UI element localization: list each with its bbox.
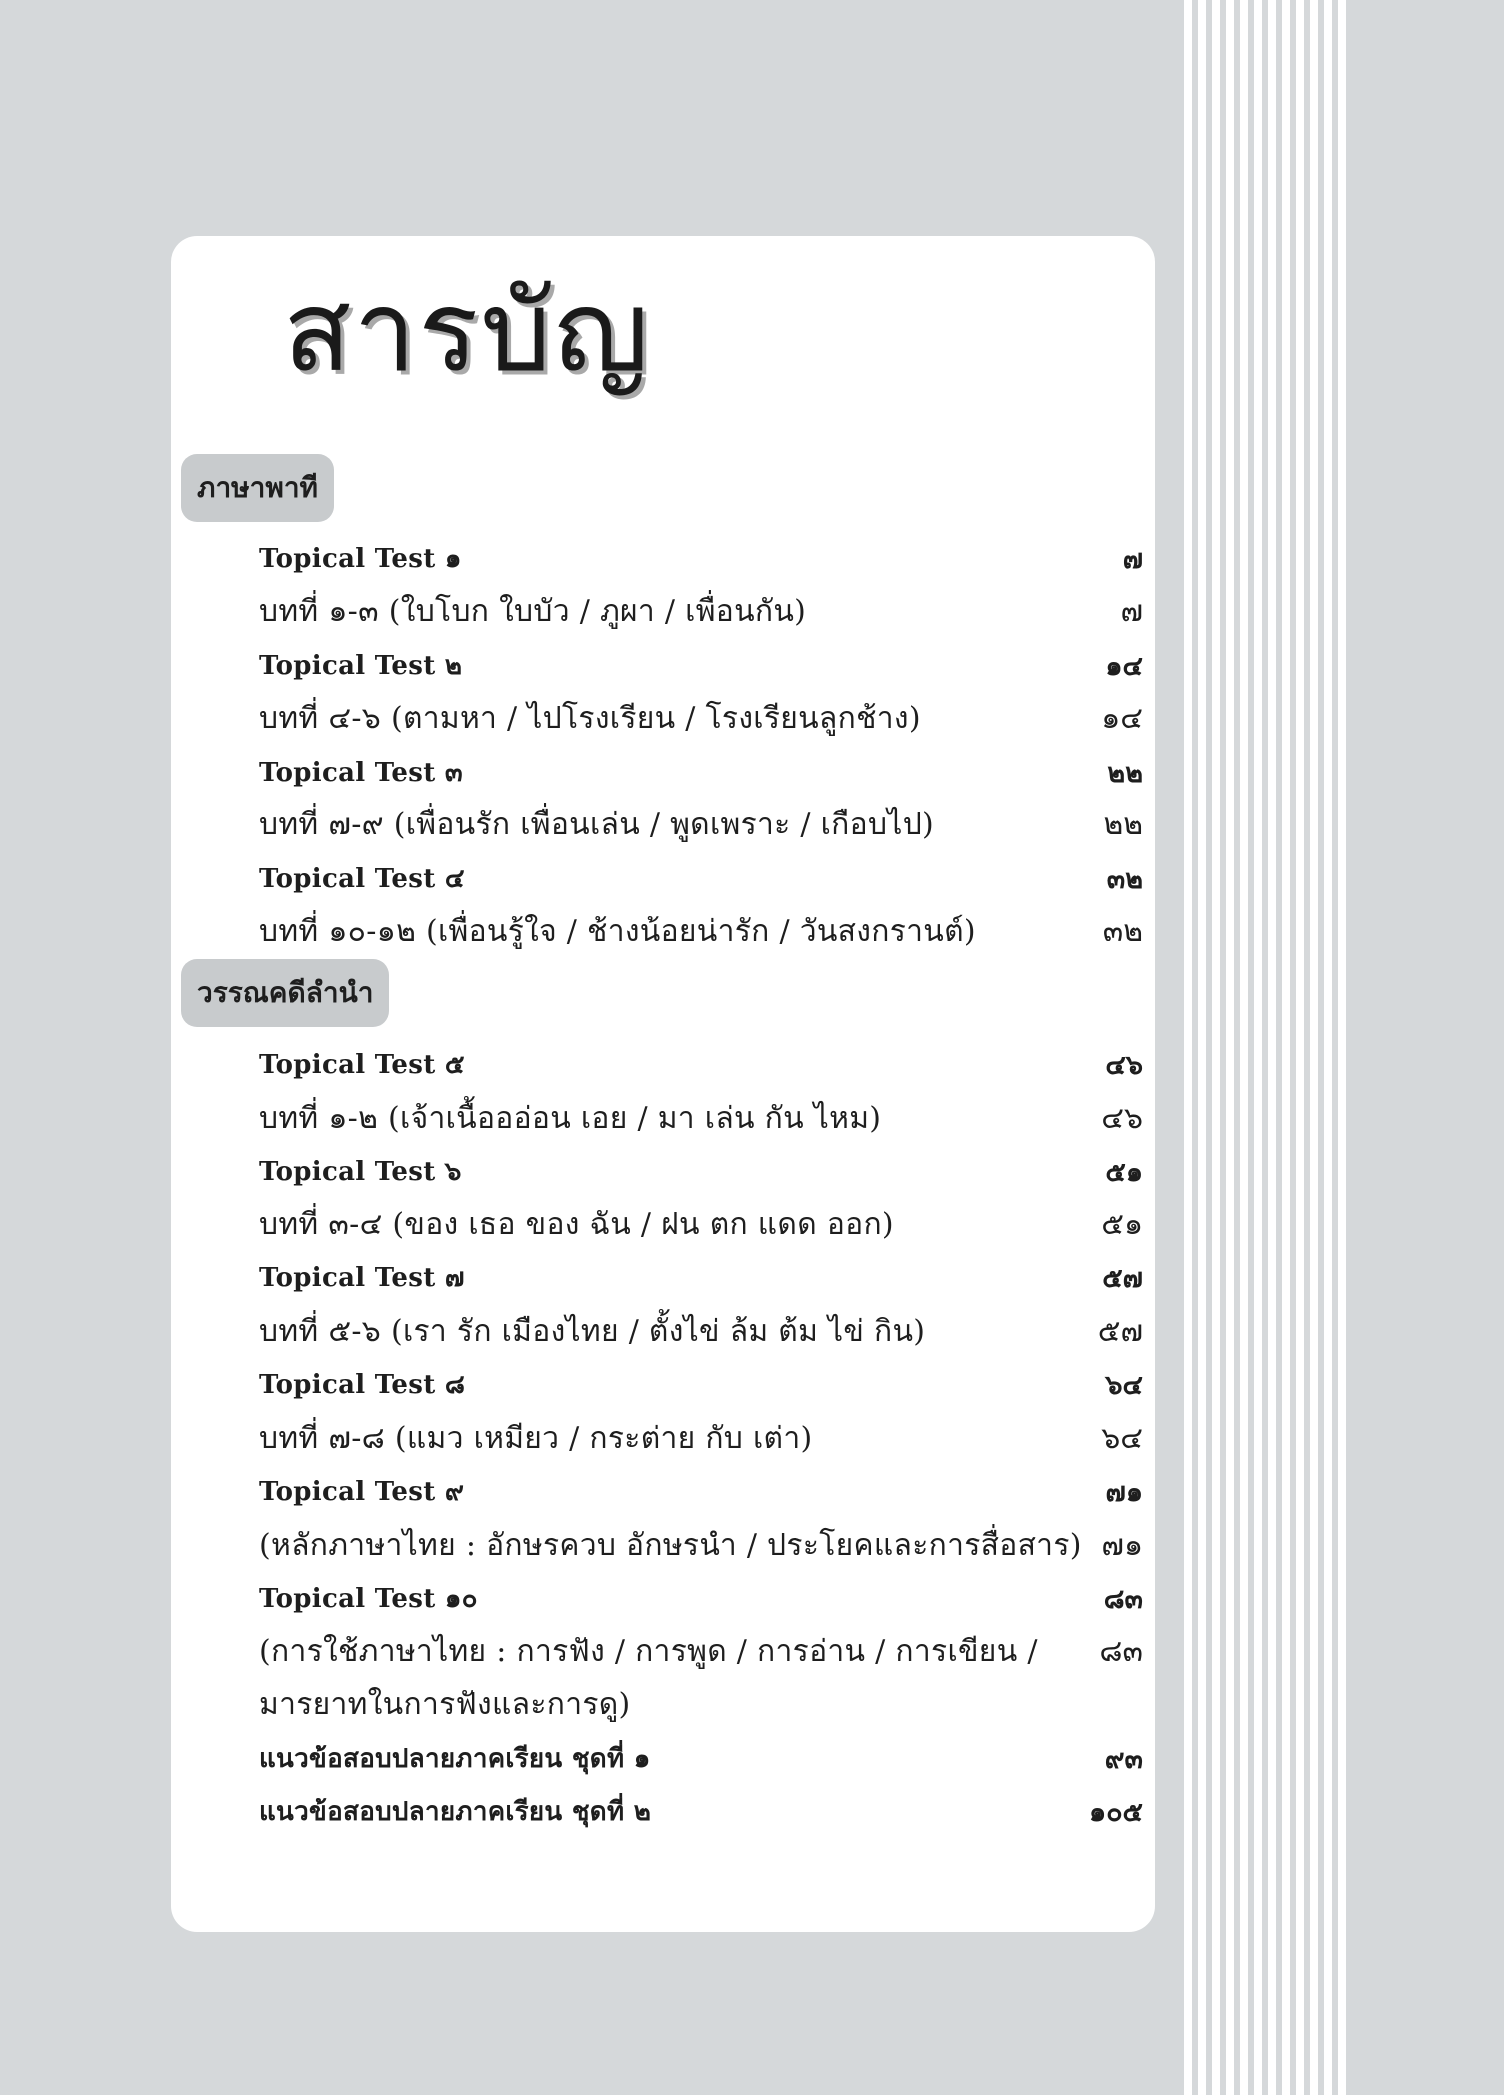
page-number: ๙๓ (1104, 1743, 1143, 1775)
entry-title: (การใช้ภาษาไทย : การฟัง / การพูด / การอ่าน / การเขียน / (259, 1633, 1038, 1669)
section-tab-phasa-pathi: ภาษาพาที (181, 454, 334, 522)
page-number: ๘๓ (1099, 1633, 1143, 1669)
toc-entry[interactable] (259, 858, 1149, 898)
section-tab-wannakhadi-lamnam: วรรณคดีลำนำ (181, 959, 389, 1027)
page-number: ๘๓ (1103, 1583, 1143, 1615)
page-number: ๖๔ (1101, 1420, 1143, 1456)
entry-title: Topical Test ๘ (259, 1369, 466, 1400)
page-number: ๑๐๕ (1088, 1796, 1143, 1828)
toc-entry[interactable] (259, 1471, 1149, 1511)
entry-title: บทที่ ๑-๓ (ใบโบก ใบบัว / ภูผา / เพื่อนกัน) (259, 593, 807, 629)
decorative-stripes (1184, 0, 1346, 2095)
page-number: ๕๑ (1105, 1156, 1143, 1188)
entry-title: Topical Test ๒ (259, 650, 463, 681)
entry-title: Topical Test ๓ (259, 757, 463, 788)
entry-title: แนวข้อสอบปลายภาคเรียน ชุดที่ ๒ (259, 1796, 652, 1827)
entry-title: Topical Test ๖ (259, 1156, 462, 1187)
page-number: ๑๔ (1105, 650, 1143, 682)
entry-title: (หลักภาษาไทย : อักษรควบ อักษรนำ / ประโยคและการสื่อสาร) (259, 1527, 1082, 1563)
page-number: ๑๔ (1101, 700, 1143, 736)
toc-entry[interactable] (259, 752, 1149, 792)
page-number: ๗๑ (1105, 1476, 1143, 1508)
entry-title: บทที่ ๑๐-๑๒ (เพื่อนรู้ใจ / ช้างน้อยน่ารัก / วันสงกรานต์) (259, 913, 976, 949)
page-number: ๖๔ (1105, 1369, 1143, 1401)
page-number: ๓๒ (1106, 863, 1143, 895)
page-number: ๒๒ (1103, 806, 1143, 842)
toc-entry[interactable] (259, 1631, 1149, 1671)
toc-entry[interactable] (259, 1044, 1149, 1084)
entry-title: บทที่ ๑-๒ (เจ้าเนื้อออ่อน เอย / มา เล่น กัน ไหม) (259, 1100, 882, 1136)
page-number: ๗ (1122, 543, 1143, 575)
toc-entry[interactable] (259, 1578, 1149, 1618)
toc-entry[interactable] (259, 698, 1149, 738)
page-number: ๓๒ (1102, 913, 1143, 949)
entry-title: บทที่ ๔-๖ (ตามหา / ไปโรงเรียน / โรงเรียนลูกช้าง) (259, 700, 921, 736)
page-number: ๔๖ (1105, 1049, 1143, 1081)
toc-entry[interactable] (259, 538, 1149, 578)
toc-entry[interactable] (259, 1204, 1149, 1244)
toc-entry[interactable] (259, 1418, 1149, 1458)
toc-entry[interactable] (259, 1098, 1149, 1138)
entry-title: บทที่ ๗-๘ (แมว เหมียว / กระต่าย กับ เต่า) (259, 1420, 813, 1456)
page-number: ๗ (1120, 593, 1143, 629)
entry-title: บทที่ ๓-๔ (ของ เธอ ของ ฉัน / ฝน ตก แดด ออก) (259, 1206, 894, 1242)
page-number: ๒๒ (1107, 757, 1143, 789)
toc-entry-continuation (259, 1684, 1149, 1724)
toc-entry[interactable] (259, 911, 1149, 951)
toc-entry[interactable] (259, 804, 1149, 844)
entry-title: บทที่ ๕-๖ (เรา รัก เมืองไทย / ตั้งไข่ ล้ม ต้ม ไข่ กิน) (259, 1313, 926, 1349)
toc-entry[interactable] (259, 1738, 1149, 1778)
page-number: ๕๗ (1102, 1262, 1143, 1294)
entry-title: Topical Test ๔ (259, 863, 465, 894)
toc-entry[interactable] (259, 1311, 1149, 1351)
toc-entry[interactable] (259, 1525, 1149, 1565)
toc-entry[interactable] (259, 1151, 1149, 1191)
entry-title: Topical Test ๕ (259, 1049, 465, 1080)
toc-card (171, 236, 1155, 1932)
entry-title: Topical Test ๙ (259, 1476, 465, 1507)
entry-title: มารยาทในการฟังและการดู) (259, 1686, 631, 1722)
entry-title: Topical Test ๗ (259, 1262, 465, 1293)
toc-entry[interactable] (259, 1364, 1149, 1404)
toc-entry[interactable] (259, 591, 1149, 631)
page-number: ๕๗ (1097, 1313, 1143, 1349)
entry-title: Topical Test ๑ (259, 543, 462, 574)
toc-entry[interactable] (259, 1257, 1149, 1297)
page-title: สารบัญ (283, 267, 651, 397)
entry-title: บทที่ ๗-๙ (เพื่อนรัก เพื่อนเล่น / พูดเพราะ / เกือบไป) (259, 806, 935, 842)
entry-title: Topical Test ๑๐ (259, 1583, 478, 1614)
page-number: ๗๑ (1101, 1527, 1143, 1563)
toc-entry[interactable] (259, 1791, 1149, 1831)
page-number: ๕๑ (1101, 1206, 1143, 1242)
entry-title: แนวข้อสอบปลายภาคเรียน ชุดที่ ๑ (259, 1743, 651, 1774)
toc-entry[interactable] (259, 645, 1149, 685)
page-number: ๔๖ (1101, 1100, 1143, 1136)
